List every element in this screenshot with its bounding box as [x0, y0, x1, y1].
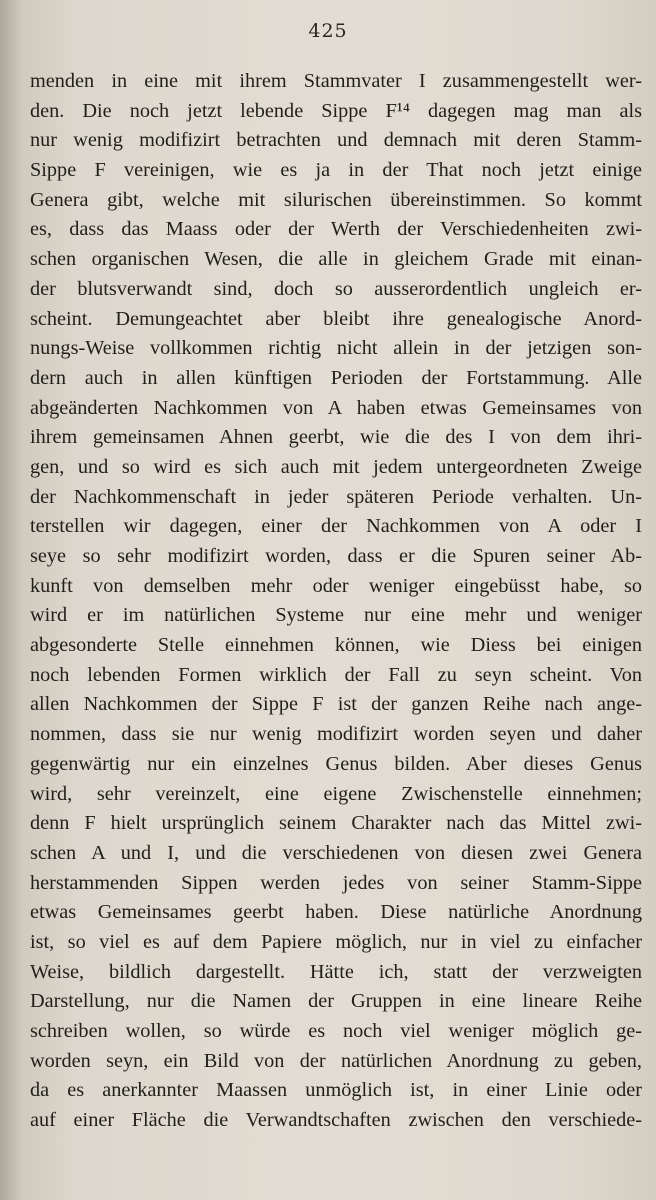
- text-line: nur wenig modifizirt betrachten und demnach mit deren Stamm-: [30, 129, 642, 152]
- text-line: da es anerkannter Maassen unmöglich ist, in einer Linie oder: [30, 1079, 642, 1102]
- text-line: gegenwärtig nur ein einzelnes Genus bilden. Aber dieses Genus: [30, 752, 642, 775]
- text-line: abgesonderte Stelle einnehmen können, wie Diess bei einigen: [30, 634, 642, 657]
- text-line: allen Nachkommen der Sippe F ist der ganzen Reihe nach ange-: [30, 693, 642, 716]
- text-line: wird er im natürlichen Systeme nur eine mehr und weniger: [30, 604, 642, 627]
- text-line: den. Die noch jetzt lebende Sippe F¹⁴ dagegen mag man als: [30, 99, 642, 122]
- text-line: Weise, bildlich dargestellt. Hätte ich, statt der verzweigten: [30, 960, 642, 983]
- text-line: wird, sehr vereinzelt, eine eigene Zwischenstelle einnehmen;: [30, 782, 642, 805]
- page-number: 425: [308, 20, 348, 42]
- text-line: dern auch in allen künftigen Perioden der Fortstammung. Alle: [30, 366, 642, 389]
- text-line: der blutsverwandt sind, doch so ausserordentlich ungleich er-: [30, 277, 642, 300]
- page-fold-shadow: [0, 0, 22, 1200]
- text-line: herstammenden Sippen werden jedes von seiner Stamm-Sippe: [30, 871, 642, 894]
- text-line: es, dass das Maass oder der Werth der Verschiedenheiten zwi-: [30, 218, 642, 241]
- text-line: auf einer Fläche die Verwandtschaften zwischen den verschiede-: [30, 1109, 642, 1132]
- text-line: abgeänderten Nachkommen von A haben etwas Gemeinsames von: [30, 396, 642, 419]
- text-line: schreiben wollen, so würde es noch viel weniger möglich ge-: [30, 1020, 642, 1042]
- text-line: Darstellung, nur die Namen der Gruppen in eine lineare Reihe: [30, 990, 642, 1013]
- text-line: ist, so viel es auf dem Papiere möglich, nur in viel zu einfacher: [30, 930, 642, 953]
- text-line: noch lebenden Formen wirklich der Fall zu seyn scheint. Von: [30, 663, 642, 686]
- text-line: worden seyn, ein Bild von der natürlichen Anordnung zu geben,: [30, 1049, 642, 1072]
- text-line: nungs-Weise vollkommen richtig nicht allein in der jetzigen son-: [30, 337, 642, 360]
- text-line: denn F hielt ursprünglich seinem Charakter nach das Mittel zwi-: [30, 812, 642, 835]
- text-line: gen, und so wird es sich auch mit jedem untergeordneten Zweige: [30, 455, 642, 478]
- text-line: scheint. Demungeachtet aber bleibt ihre genealogische Anord-: [30, 307, 642, 330]
- text-line: ihrem gemeinsamen Ahnen geerbt, wie die des I von dem ihri-: [30, 426, 642, 449]
- text-line: terstellen wir dagegen, einer der Nachkommen von A oder I: [30, 515, 642, 538]
- text-line: etwas Gemeinsames geerbt haben. Diese natürliche Anordnung: [30, 901, 642, 924]
- text-line: Genera gibt, welche mit silurischen übereinstimmen. So kommt: [30, 188, 642, 211]
- text-line: Sippe F vereinigen, wie es ja in der That noch jetzt einige: [30, 159, 642, 182]
- text-line: seye so sehr modifizirt worden, dass er die Spuren seiner Ab-: [30, 545, 642, 567]
- text-line: schen A und I, und die verschiedenen von diesen zwei Genera: [30, 841, 642, 864]
- text-line: menden in eine mit ihrem Stammvater I zusammengestellt wer-: [30, 70, 642, 92]
- body-text: [30, 67, 642, 1136]
- text-line: der Nachkommenschaft in jeder späteren Periode verhalten. Un-: [30, 485, 642, 508]
- text-line: schen organischen Wesen, die alle in gleichem Grade mit einan-: [30, 248, 642, 271]
- text-line: nommen, dass sie nur wenig modifizirt worden seyen und daher: [30, 723, 642, 746]
- text-line: kunft von demselben mehr oder weniger eingebüsst habe, so: [30, 574, 642, 597]
